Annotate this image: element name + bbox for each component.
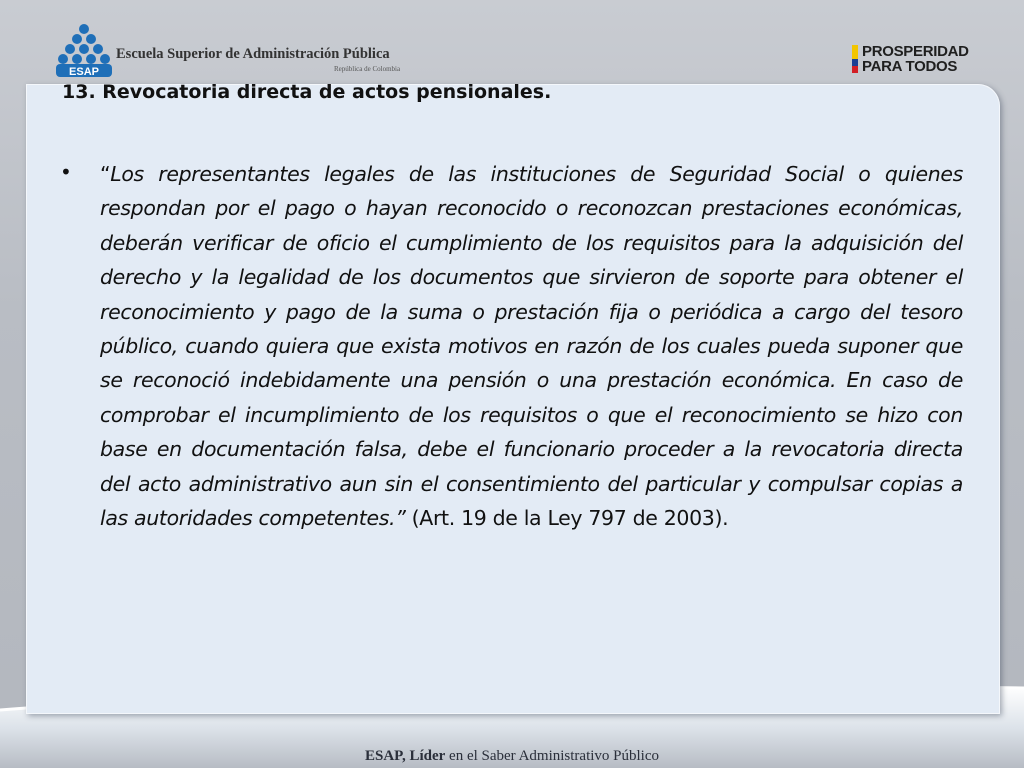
svg-text:ESAP: ESAP <box>69 66 99 78</box>
open-quote: “ <box>100 162 111 186</box>
footer-slogan <box>0 748 1024 765</box>
prosperidad-logo <box>852 44 972 76</box>
org-name: Escuela Superior de Administración Pública <box>116 46 390 62</box>
esap-logo-icon <box>54 22 114 78</box>
footer-slogan-rest: en el Saber Administrativo Público <box>445 748 660 764</box>
quote-text: Los representantes legales de las instituciones de Seguridad Social o quienes respondan por el pago o hayan reconocido o reconozcan prestaciones económicas, deberán verificar de oficio el cumplimiento de los requisitos para la adquisición del derecho y la legalidad de los documentos que sirvieron de soporte para obtener el reconocimiento y pago de la suma o prestación fija o periódica a cargo del tesoro público, cuando quiera que exista motivos en razón de los cuales pueda suponer que se reconoció indebidamente una pensión o una prestación económica. En caso de comprobar el incumplimiento de los requisitos o que el reconocimiento se hizo con base en documentación falsa, debe el funcionario proceder a la revocatoria directa del acto administrativo aun sin el consentimiento del particular y compulsar copias a las autoridades competentes.” <box>100 162 963 531</box>
colombia-flag-icon <box>852 45 858 73</box>
citation: (Art. 19 de la Ley 797 de 2003). <box>405 506 729 531</box>
org-subtitle: República de Colombia <box>334 65 401 73</box>
quote-paragraph <box>100 157 963 535</box>
bullet-marker: • <box>60 160 72 184</box>
prosperidad-logo-text: PROSPERIDAD PARA TODOS <box>862 43 969 75</box>
footer-slogan-bold: ESAP, Líder <box>364 748 446 764</box>
slide-title: 13. Revocatoria directa de actos pensionales. <box>62 81 552 103</box>
